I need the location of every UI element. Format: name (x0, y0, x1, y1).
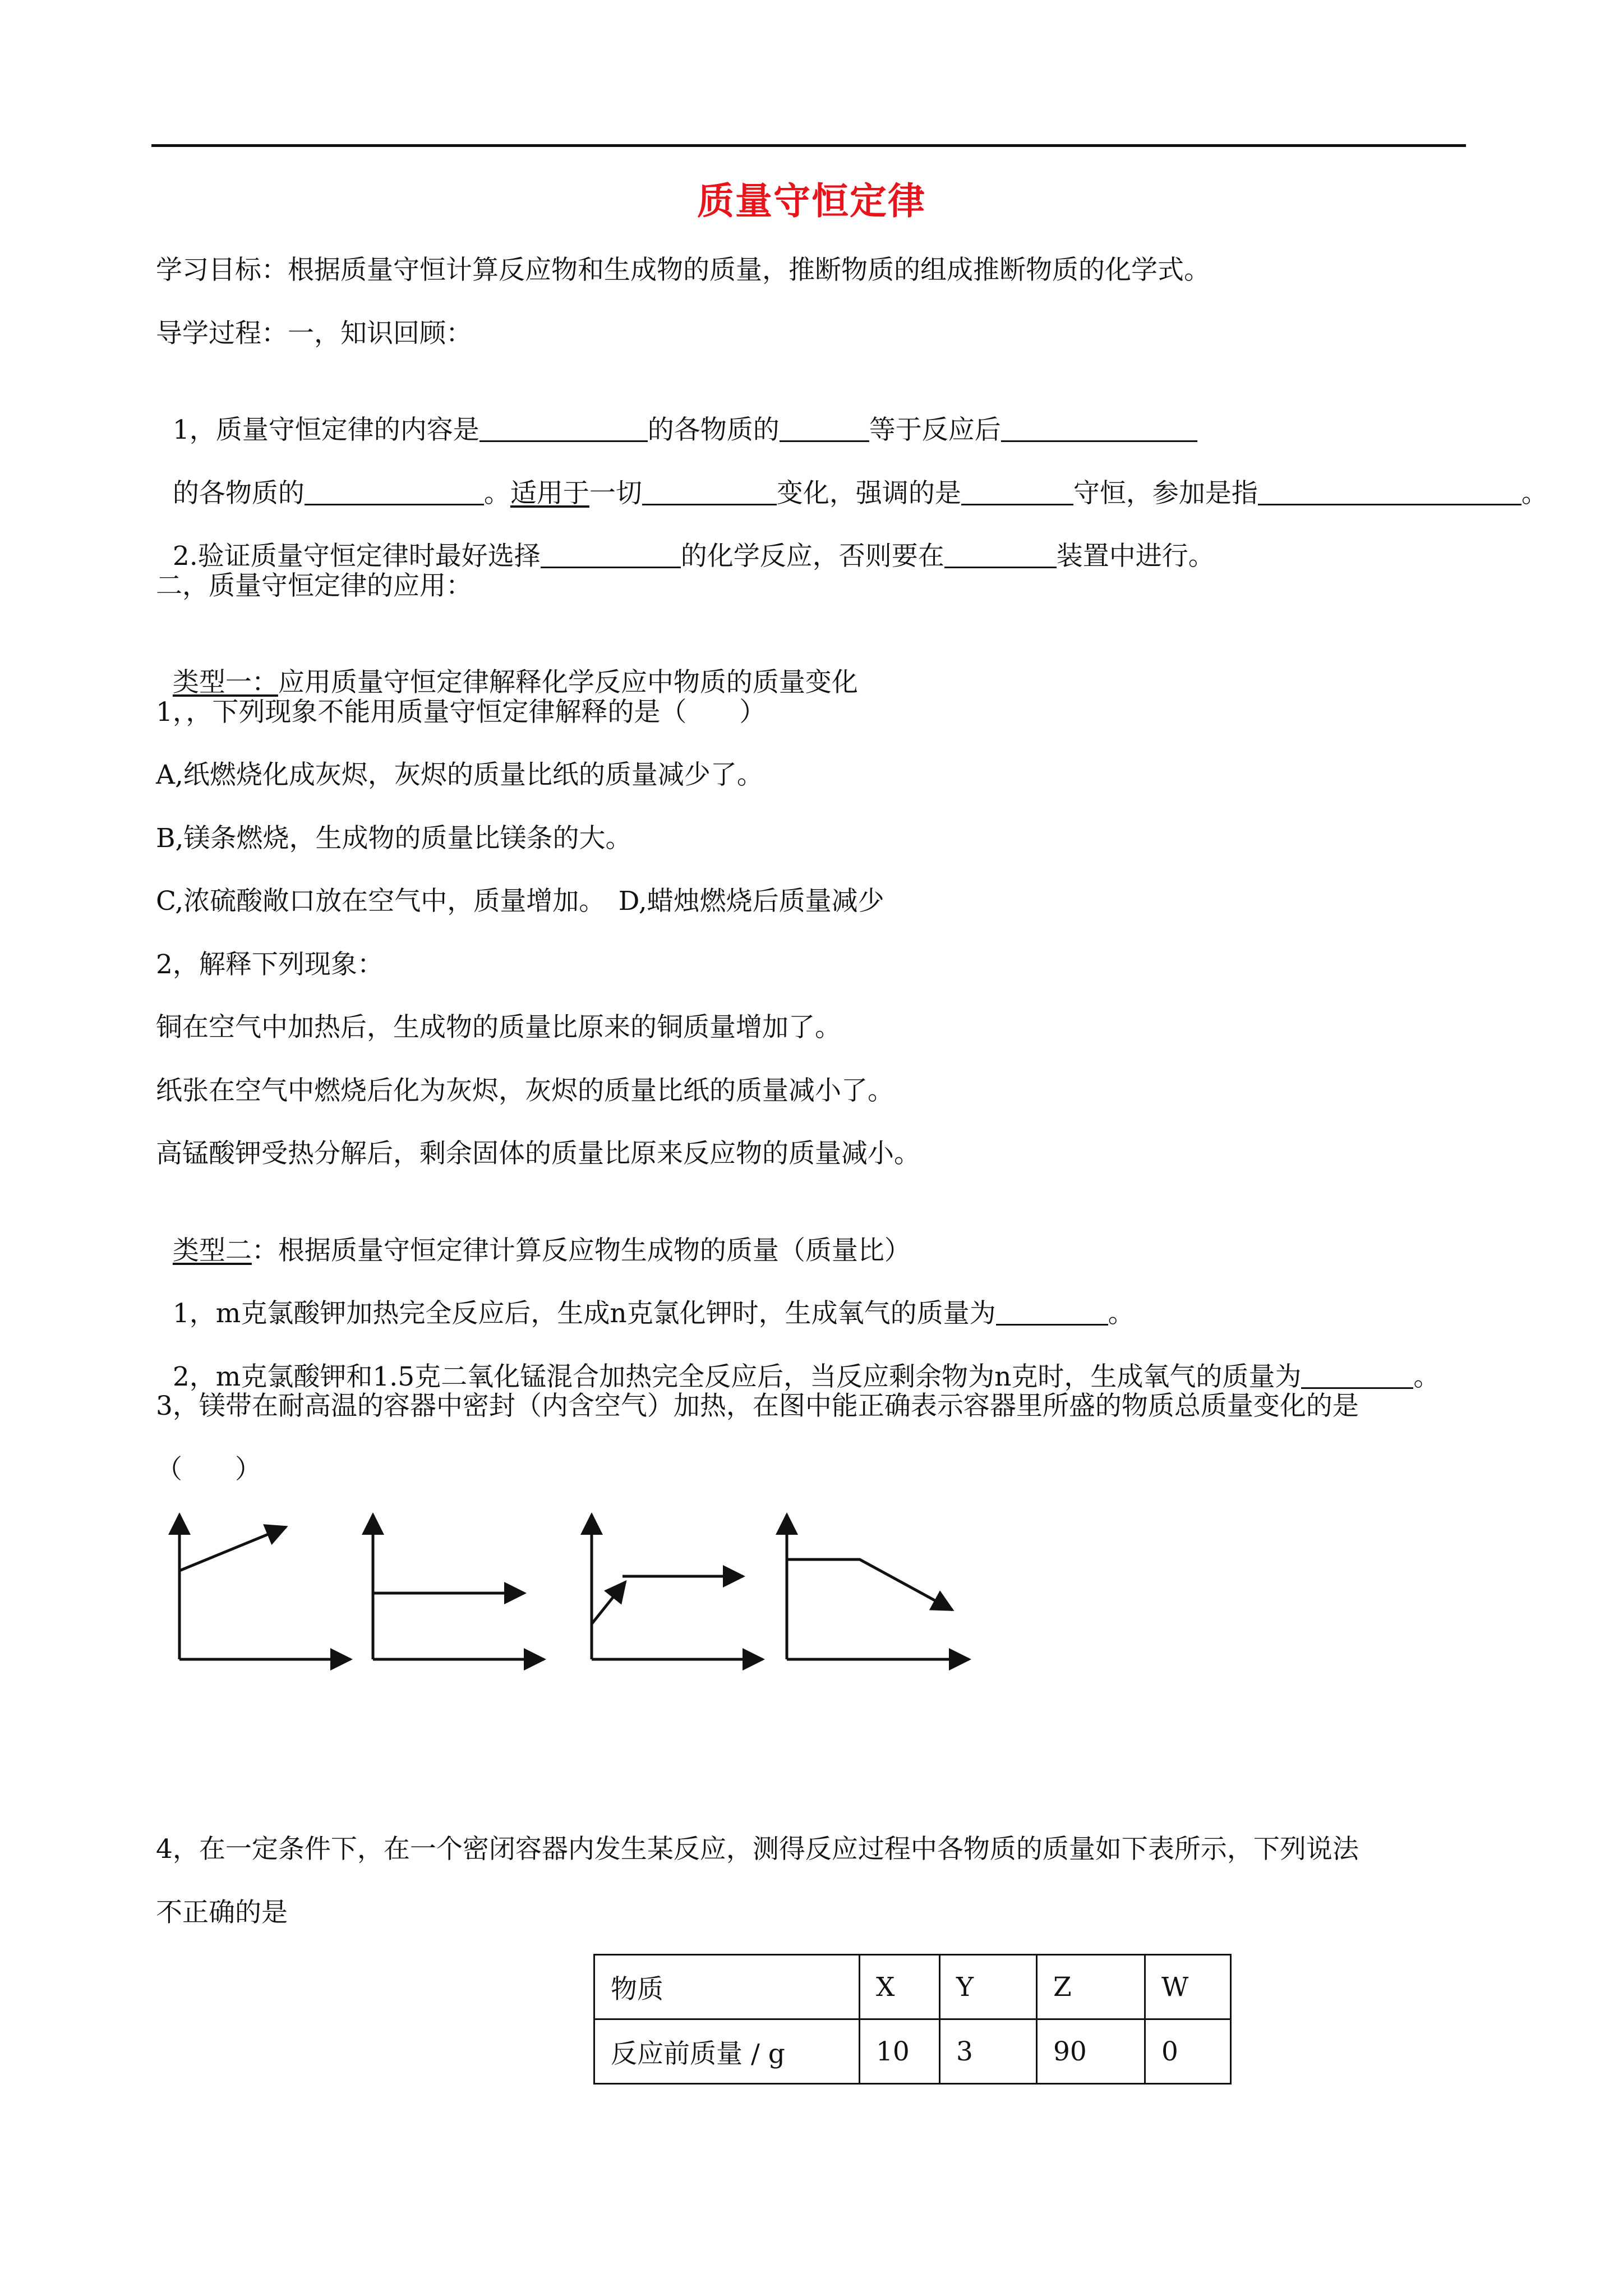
graph-option-b (359, 1509, 561, 1677)
blank (305, 479, 484, 505)
blank (1301, 1363, 1413, 1389)
type-1-heading: 类型一：应用质量守恒定律解释化学反应中物质的质量变化 (172, 667, 858, 698)
type-2-question-2: 2，m克氯酸钾和1.5克二氧化锰混合加热完全反应后，当反应剩余物为n克时，生成氧气的质量为 。 (172, 1361, 1440, 1392)
blank (479, 416, 648, 442)
blank (944, 542, 1057, 568)
type-1-question-1: 1，，下列现象不能用质量守恒定律解释的是（ ） (156, 697, 766, 728)
type-1-question-2: 2，解释下列现象： (156, 949, 384, 980)
blank (1258, 479, 1521, 505)
explain-item-1: 铜在空气中加热后，生成物的质量比原来的铜质量增加了。 (156, 1012, 841, 1043)
top-rule (151, 144, 1466, 147)
blank (780, 416, 869, 442)
explain-item-2: 纸张在空气中燃烧后化为灰烬，灰烬的质量比纸的质量减小了。 (156, 1075, 894, 1106)
table-cell: 10 (860, 2019, 940, 2084)
table-cell: 0 (1145, 2019, 1231, 2084)
table-cell: 反应前质量 / g (594, 2019, 860, 2084)
table-header-row (594, 1955, 1231, 2019)
guide-heading: 导学过程：一，知识回顾： (156, 318, 472, 349)
table-cell: W (1145, 1955, 1231, 2019)
learning-objective: 学习目标：根据质量守恒计算反应物和生成物的质量，推断物质的组成推断物质的化学式。 (156, 255, 1210, 286)
type-2-question-4-line-1: 4，在一定条件下，在一个密闭容器内发生某反应，测得反应过程中各物质的质量如下表所示，下列说法 (156, 1834, 1359, 1865)
table-row (594, 2019, 1231, 2084)
page-title: 质量守恒定律 (697, 180, 926, 223)
option-c-d: C,浓硫酸敞口放在空气中，质量增加。 D,蜡烛燃烧后质量减少 (156, 886, 884, 917)
section-2-heading: 二，质量守恒定律的应用： (156, 570, 472, 601)
type-2-question-3: 3，镁带在耐高温的容器中密封（内含空气）加热，在图中能正确表示容器里所盛的物质总质量变化的是 (156, 1391, 1359, 1421)
blank (996, 1299, 1108, 1326)
type-2-heading: 类型二：根据质量守恒定律计算反应物生成物的质量（质量比） (172, 1235, 911, 1266)
option-a: A,纸燃烧化成灰烬，灰烬的质量比纸的质量减少了。 (156, 760, 763, 790)
table-cell: 物质 (594, 1955, 860, 2019)
mass-table (593, 1954, 1232, 2085)
blank (961, 479, 1073, 505)
type-2-question-4-line-2: 不正确的是 (156, 1897, 288, 1928)
table-cell: Z (1037, 1955, 1145, 2019)
answer-parentheses: （ ） (156, 1454, 261, 1485)
explain-item-3: 高锰酸钾受热分解后，剩余固体的质量比原来反应物的质量减小。 (156, 1138, 920, 1169)
graph-option-d (773, 1509, 975, 1677)
question-1-line-1: 1，质量守恒定律的内容是 的各物质的 等于反应后 (156, 380, 1197, 447)
question-2: 2.验证质量守恒定律时最好选择 的化学反应，否则要在 装置中进行。 (172, 541, 1215, 572)
table-cell: X (860, 1955, 940, 2019)
graph-option-c (578, 1509, 780, 1677)
table-cell: 90 (1037, 2019, 1145, 2084)
blank (541, 542, 681, 568)
option-b: B,镁条燃烧，生成物的质量比镁条的大。 (156, 823, 632, 854)
table-cell: Y (940, 1955, 1037, 2019)
graph-option-a (165, 1509, 367, 1677)
table-cell: 3 (940, 2019, 1037, 2084)
question-1-line-2: 的各物质的 。适用于一切 变化，强调的是 守恒，参加是指 。 (172, 478, 1548, 509)
blank (642, 479, 777, 505)
type-2-question-1: 1，m克氯酸钾加热完全反应后，生成n克氯化钾时，生成氧气的质量为 。 (172, 1298, 1135, 1329)
blank (1001, 416, 1197, 442)
